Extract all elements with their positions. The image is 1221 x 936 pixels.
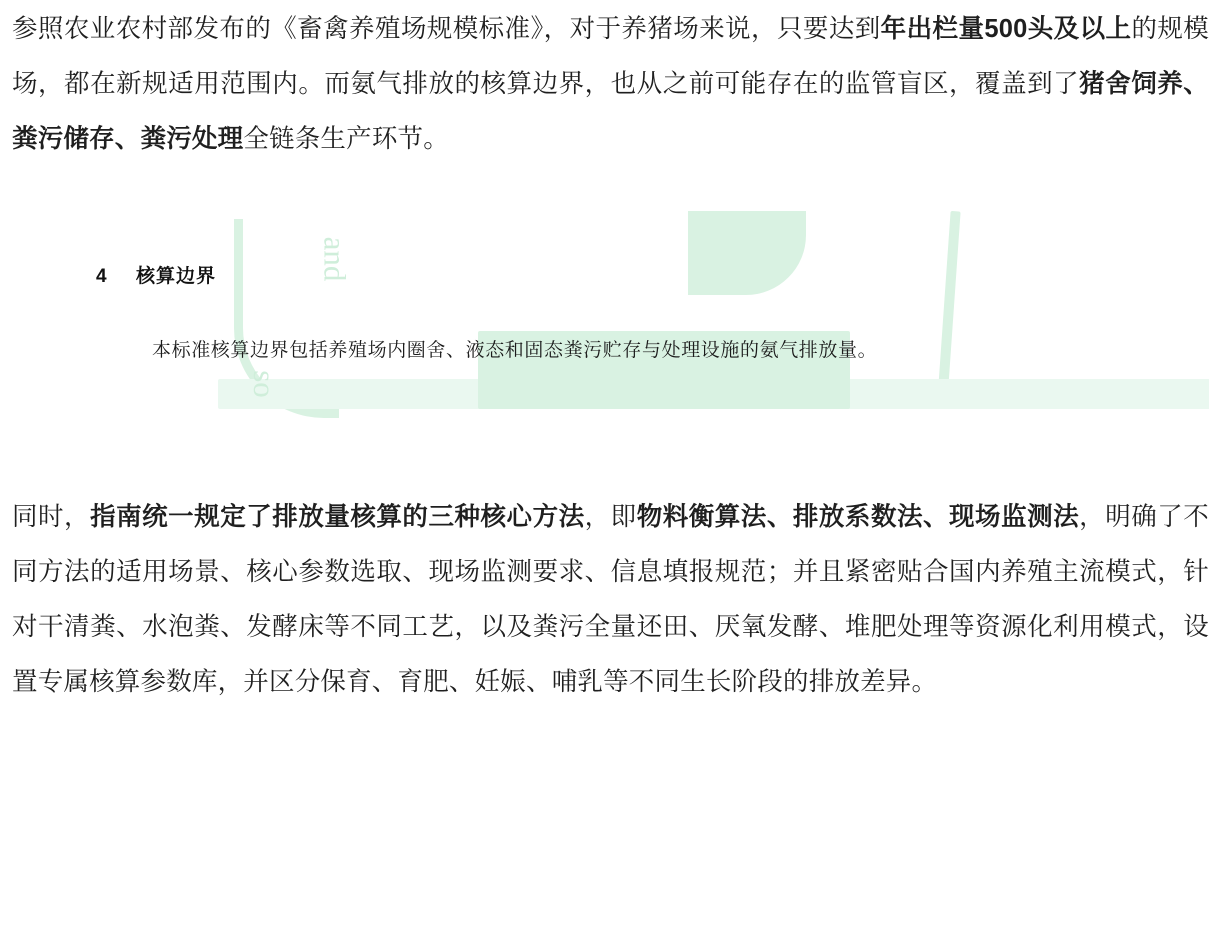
text-segment-3: 物料衡算法、排放系数法、现场监测法	[636, 503, 1080, 531]
watermark-corner-icon	[688, 211, 806, 295]
watermark-text-1: and	[317, 236, 353, 282]
figure-heading	[96, 261, 216, 288]
paragraph-scope	[12, 0, 1209, 167]
watermark-text-2: so	[246, 370, 282, 398]
figure-heading-number: 4	[96, 266, 108, 287]
text-segment-2: 的规模场，都在新规适用范围内。而氨气排放的核算边界，也从之前可能存在的监管盲区，覆盖到了	[12, 15, 1209, 98]
text-segment-2: ，即	[584, 503, 637, 531]
paragraph-methods	[12, 490, 1209, 710]
figure-heading-text: 核算边界	[136, 266, 217, 287]
text-segment-0: 同时，	[12, 503, 91, 531]
text-segment-0: 参照农业农村部发布的《畜禽养殖场规模标准》，对于养猪场来说，只要达到	[12, 15, 881, 43]
text-segment-4: 全链条生产环节。	[243, 125, 449, 153]
figure-body-text: 本标准核算边界包括养殖场内圈舍、液态和固态粪污贮存与处理设施的氨气排放量。	[152, 340, 878, 361]
figure-standard-excerpt	[12, 211, 1209, 466]
figure-canvas	[12, 211, 1209, 466]
text-segment-4: ，明确了不同方法的适用场景、核心参数选取、现场监测要求、信息填报规范；并且紧密贴合国内养殖主流模式，针对干清粪、水泡粪、发酵床等不同工艺，以及粪污全量还田、厌氧发酵、堆肥处理等资源化利用模式，设置专属核算参数库，并区分保育、育肥、妊娠、哺乳等不同生长阶段的排放差异。	[12, 503, 1209, 696]
text-segment-1: 指南统一规定了排放量核算的三种核心方法	[90, 503, 585, 531]
text-segment-1: 年出栏量500头及以上	[880, 15, 1132, 43]
text-segment-3: 猪舍饲养、粪污储存、粪污处理	[12, 70, 1209, 153]
watermark-bar-icon	[937, 211, 960, 401]
